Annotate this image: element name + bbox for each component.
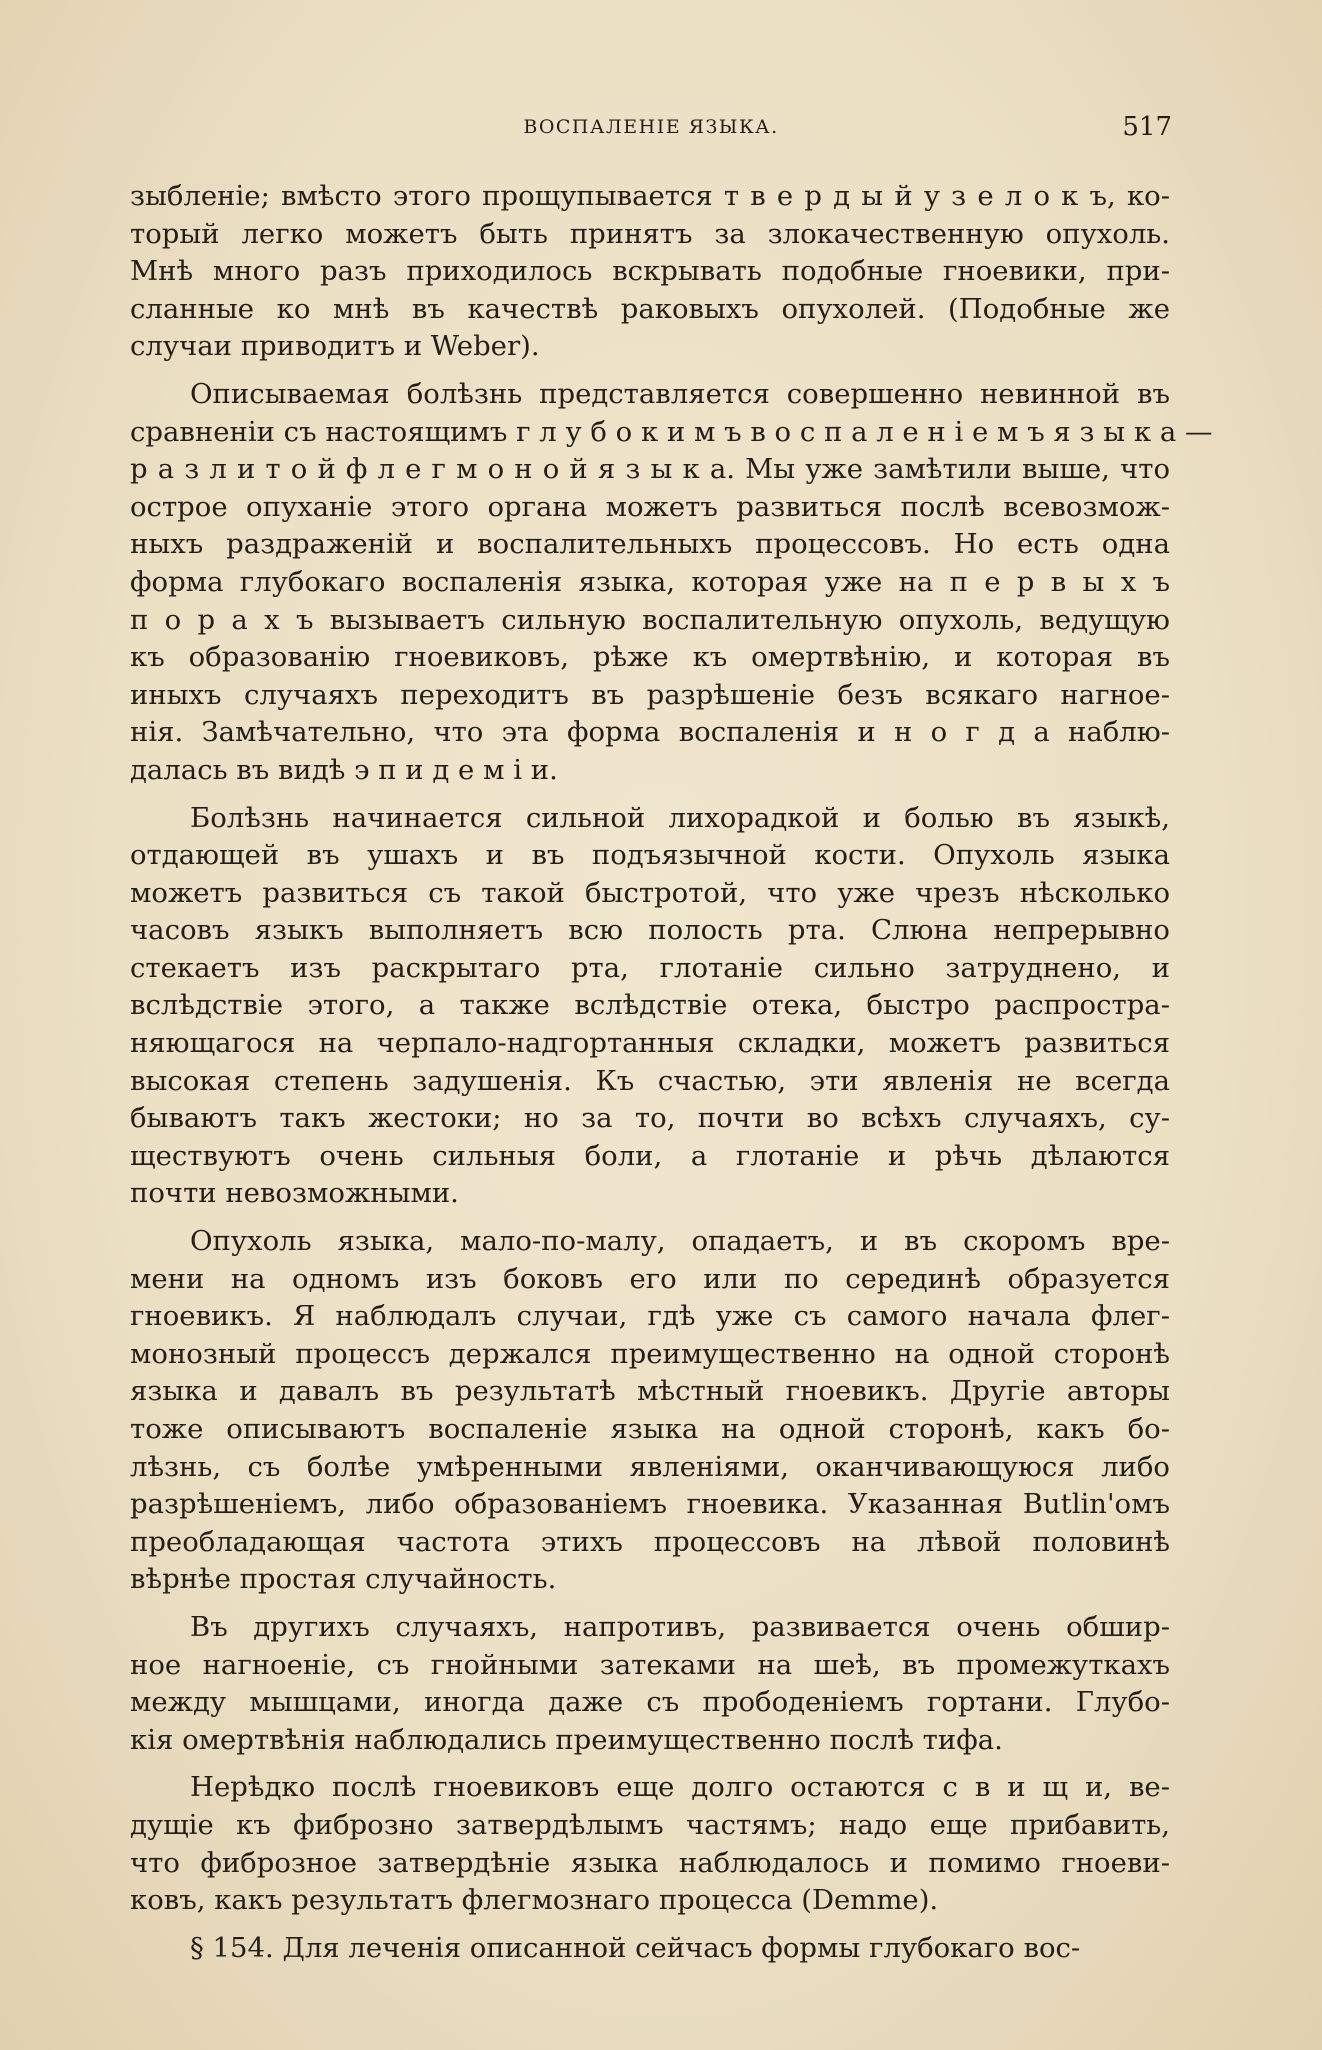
paragraph (130, 376, 1213, 790)
text-line: торый легко можетъ быть принятъ за злокачественную опухоль. (130, 217, 1170, 250)
running-head: ВОСПАЛЕНІЕ ЯЗЫКА. (523, 116, 779, 138)
text-line: разрѣшеніемъ, либо образованіемъ гноевика. Указанная Butlin'омъ (130, 1488, 1170, 1521)
text-line: ныхъ раздраженій и воспалительныхъ процессовъ. Но есть одна (130, 528, 1170, 561)
text-line: отдающей въ ушахъ и въ подъязычной кости. Опухоль языка (130, 839, 1170, 872)
text-line: монозный процессъ держался преимущественно на одной сторонѣ (130, 1337, 1170, 1370)
text-line: § 154. Для леченія описанной сейчасъ формы глубокаго вос- (190, 1931, 1081, 1964)
text-line: высокая степень задушенія. Къ счастью, эти явленія не всегда (130, 1064, 1170, 1097)
text-line: сланные ко мнѣ въ качествѣ раковыхъ опухолей. (Подобные же (130, 292, 1170, 325)
text-line: Нерѣдко послѣ гноевиковъ еще долго остаются с в и щ и, ве- (190, 1771, 1170, 1804)
text-line: преобладающая частота этихъ процессовъ на лѣвой половинѣ (130, 1525, 1170, 1558)
text-line: Описываемая болѣзнь представляется совершенно невинной въ (190, 377, 1170, 410)
text-line: что фиброзное затвердѣніе языка наблюдалось и помимо гноеви- (130, 1846, 1170, 1879)
text-line: часовъ языкъ выполняетъ всю полость рта. Слюна непрерывно (130, 914, 1170, 947)
text-line: вѣрнѣе простая случайность. (130, 1563, 557, 1596)
text-line: можетъ развиться съ такой быстротой, что уже чрезъ нѣсколько (130, 876, 1170, 909)
text-line: бываютъ такъ жестоки; но за то, почти во всѣхъ случаяхъ, су- (130, 1102, 1170, 1135)
text-line: Опухоль языка, мало-по-малу, опадаетъ, и въ скоромъ вре- (190, 1225, 1170, 1258)
text-line: лѣзнь, съ болѣе умѣренными явленіями, оканчивающуюся либо (130, 1450, 1170, 1483)
text-line: стекаетъ изъ раскрытаго рта, глотаніе сильно затруднено, и (130, 951, 1170, 984)
text-line: мени на одномъ изъ боковъ его или по серединѣ образуется (130, 1262, 1170, 1295)
paragraph (130, 1223, 1170, 1599)
text-line: ществуютъ очень сильныя боли, а глотаніе и рѣчь дѣлаются (130, 1139, 1170, 1172)
text-line: иныхъ случаяхъ переходитъ въ разрѣшеніе безъ всякаго нагное- (130, 678, 1170, 711)
text-line: Мнѣ много разъ приходилось вскрывать подобные гноевики, при- (130, 255, 1170, 288)
text-line: почти невозможными. (130, 1177, 459, 1210)
text-line: къ образованію гноевиковъ, рѣже къ омертвѣнію, и которая въ (130, 641, 1170, 674)
body-text (130, 178, 1213, 1977)
text-line: ное нагноеніе, съ гнойными затеками на шеѣ, въ промежуткахъ (130, 1648, 1170, 1681)
paragraph (130, 178, 1170, 366)
text-line: п о р а х ъ вызываетъ сильную воспалительную опухоль, ведущую (130, 603, 1170, 636)
text-line: форма глубокаго воспаленія языка, которая уже на п е р в ы х ъ (130, 565, 1170, 598)
text-line: ковъ, какъ результатъ флегмознаго процесса (Demme). (130, 1884, 939, 1917)
text-line: Болѣзнь начинается сильной лихорадкой и болью въ языкѣ, (190, 801, 1170, 834)
text-line: няющагося на черпало-надгортанныя складки, можетъ развиться (130, 1027, 1170, 1060)
page-number: 517 (1122, 112, 1172, 142)
page-header (130, 112, 1172, 152)
paragraph (130, 800, 1170, 1214)
text-line: вслѣдствіе этого, а также вслѣдствіе отека, быстро распростра- (130, 989, 1170, 1022)
paragraph (130, 1609, 1170, 1759)
text-line: кія омертвѣнія наблюдались преимущественно послѣ тифа. (130, 1723, 1003, 1756)
text-line: далась въ видѣ э п и д е м і и. (130, 753, 558, 786)
text-line: тоже описываютъ воспаленіе языка на одной сторонѣ, какъ бо- (130, 1413, 1170, 1445)
paragraph (130, 1769, 1170, 1919)
text-line: дущіе къ фиброзно затвердѣлымъ частямъ; надо еще прибавить, (130, 1808, 1170, 1841)
text-line: острое опуханіе этого органа можетъ развиться послѣ всевозмож- (130, 490, 1170, 523)
text-line: зыбленіе; вмѣсто этого прощупывается т в е р д ы й у з е л о к ъ, ко- (130, 180, 1170, 212)
paragraph (130, 1930, 1170, 1968)
text-line: гноевикъ. Я наблюдалъ случаи, гдѣ уже съ самого начала флег- (130, 1300, 1170, 1333)
text-line: нія. Замѣчательно, что эта форма воспаленія и н о г д а наблю- (130, 716, 1170, 749)
text-line: языка и давалъ въ результатѣ мѣстный гноевикъ. Другіе авторы (130, 1375, 1170, 1408)
text-line: между мышцами, иногда даже съ прободеніемъ гортани. Глубо- (130, 1686, 1170, 1719)
text-line: Въ другихъ случаяхъ, напротивъ, развивается очень обшир- (190, 1610, 1170, 1643)
text-line: сравненіи съ настоящимъ г л у б о к и м ъ в о с п а л е н і е м ъ я з ы к а — (130, 415, 1213, 448)
text-line: случаи приводитъ и Weber). (130, 330, 540, 363)
text-line: р а з л и т о й ф л е г м о н о й я з ы к а. Мы уже замѣтили выше, что (130, 453, 1170, 486)
